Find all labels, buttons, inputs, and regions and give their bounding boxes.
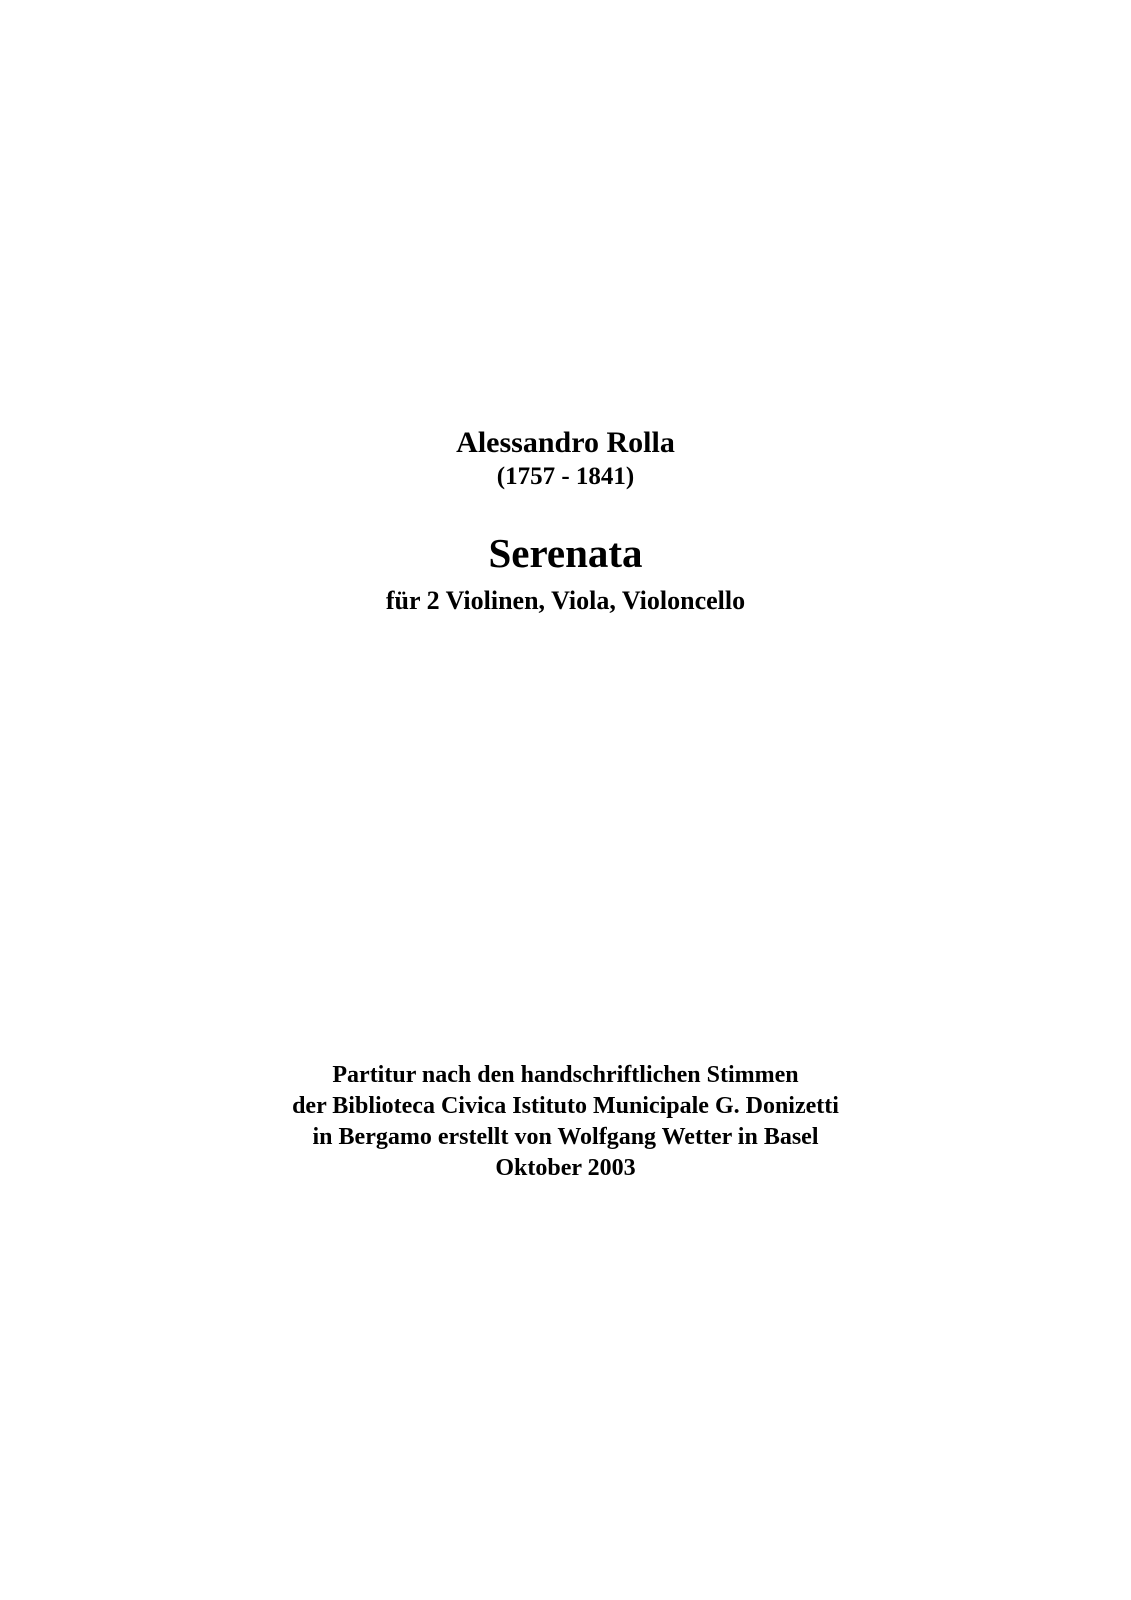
credits-date: Oktober 2003 xyxy=(495,1155,636,1181)
work-instrumentation: für 2 Violinen, Viola, Violoncello xyxy=(385,586,746,615)
credits-line: Partitur nach den handschriftlichen Stimmen xyxy=(332,1062,799,1088)
work-title: Serenata xyxy=(488,530,643,576)
credits-line: der Biblioteca Civica Istituto Municipale G. Donizetti xyxy=(292,1093,839,1119)
edition-credits xyxy=(0,1060,1131,1184)
composer-dates: (1757 - 1841) xyxy=(496,463,635,490)
credits-line: in Bergamo erstellt von Wolfgang Wetter in Basel xyxy=(312,1124,819,1150)
composer-name: Alessandro Rolla xyxy=(456,426,675,459)
